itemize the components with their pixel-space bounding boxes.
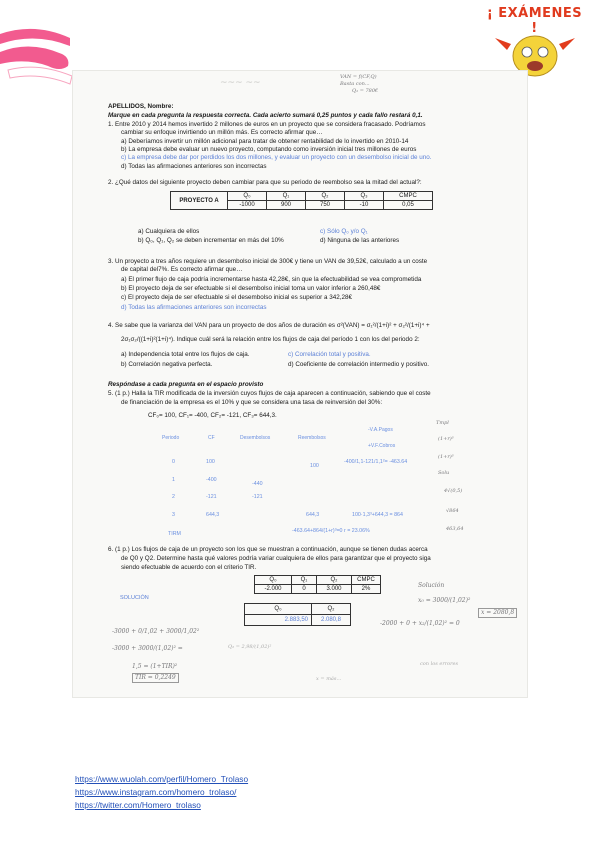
- pencil-note: (1+r)³: [438, 454, 454, 460]
- faint-scribble: ~~~ ~~: [220, 78, 261, 88]
- corner-note-1: VAN = f(CF,Q): [340, 74, 377, 80]
- q6-answer-header: Q₀: [245, 604, 312, 615]
- pencil-work: -2000 + 0 + x₂/(1,02)² = 0: [380, 620, 460, 627]
- pencil-note: Solu: [438, 470, 450, 476]
- q3-option-b: b) El proyecto deja de ser efectuable si el desembolso inicial toma un valor inferior a 260,48€: [121, 285, 381, 292]
- link-wuolah[interactable]: https://www.wuolah.com/perfil/Homero_Trolaso: [75, 774, 249, 784]
- pencil-note: 4√(0,5): [444, 488, 463, 494]
- grid-cell: 3: [172, 512, 175, 518]
- grid-cell: 0: [172, 459, 175, 465]
- instructions: Marque en cada pregunta la respuesta correcta. Cada acierto sumará 0,25 puntos y cada fallo restará 0,1.: [108, 112, 423, 119]
- q4-stem-cont: 2σ₁σ₂/((1+i)²(1+i)⁴). Indique cuál será la relación entre los flujos de caja del período 1 con los del periodo 2:: [121, 336, 420, 343]
- grid-header-cf: CF: [208, 435, 215, 441]
- q4-option-a: a) Independencia total entre los flujos de caja.: [121, 351, 250, 358]
- q3-stem-cont: de capital del7%. Es correcto afirmar que…: [121, 266, 243, 273]
- grid-cell: 100: [310, 463, 319, 469]
- badge-title: ¡ EXÁMENES !: [486, 6, 583, 36]
- q6-table-cell: 0: [292, 585, 317, 594]
- grid-header-va-pagos: -V.A.Pagos: [368, 427, 393, 433]
- faint-pencil: x = más...: [316, 676, 342, 682]
- q6-stem-cont2: siendo efectuable de acuerdo con el criterio TIR.: [121, 564, 257, 571]
- pencil-note: √864: [446, 508, 459, 514]
- q6-table-header: Q₁: [292, 576, 317, 585]
- grid-cell: 100: [206, 459, 215, 465]
- pencil-work: Solución: [418, 582, 445, 589]
- q3-option-d-answer: d) Todas las afirmaciones anteriores son incorrectas: [121, 304, 267, 311]
- grid-header-reembolsos: Reembolsos: [298, 435, 326, 441]
- q1-option-d: d) Todas las afirmaciones anteriores son incorrectas: [121, 163, 267, 170]
- q1-option-c-answer: c) La empresa debe dar por perdidos los dos millones, y evaluar un proyecto con un desembolso inicial de uno.: [121, 154, 432, 161]
- q2-table-header: Q₁: [267, 192, 306, 201]
- q2-option-d: d) Ninguna de las anteriores: [320, 237, 400, 244]
- grid-cell: 100·1,3³+644,3 = 864: [352, 512, 403, 518]
- q6-table-header: Q₂: [317, 576, 352, 585]
- grid-cell: 644,3: [306, 512, 320, 518]
- q2-table-cell: 0,05: [384, 201, 433, 210]
- q1-option-a: a) Deberíamos invertir un millón adicional para tratar de obtener rentabilidad de lo invertido en 2010-14: [121, 138, 409, 145]
- q2-table-header: Q₂: [306, 192, 345, 201]
- grid-cell: -440: [252, 481, 263, 487]
- q2-table-cell: 900: [267, 201, 306, 210]
- q3-stem: 3. Un proyecto a tres años requiere un desembolso inicial de 300€ y tiene un VAN de 39,52€, calculado a un coste: [108, 258, 428, 265]
- q2-table-cell: 750: [306, 201, 345, 210]
- q4-stem: 4. Se sabe que la varianza del VAN para un proyecto de dos años de duración es σ²(VAN) = σ₁²/(1+i)² + σ₂²/(1+i)⁴ +: [108, 322, 430, 329]
- pencil-work-boxed: TIR = 0,2249: [132, 673, 179, 683]
- pencil-work: x₀ = 3000/(1,02)²: [418, 597, 471, 604]
- q2-option-a: a) Cualquiera de ellos: [138, 228, 200, 235]
- q1-stem-cont: cambiar su enfoque invirtiendo un millón más. Es correcto afirmar que…: [121, 129, 323, 136]
- pencil-work-boxed: x = 2080,8: [478, 608, 517, 618]
- q3-option-a: a) El primer flujo de caja podría incrementarse hasta 42,28€, sin que la efectuabilidad se vea comprometida: [121, 276, 422, 283]
- corner-note-2: Basta con...: [340, 81, 370, 87]
- q2-table: [170, 191, 433, 210]
- q2-option-c-answer: c) Sólo Q₀ y/o Q₁: [320, 228, 368, 235]
- q2-table-cell: -1000: [228, 201, 267, 210]
- pencil-note: Tmpl: [436, 420, 449, 426]
- q2-table-label: PROYECTO A: [171, 192, 228, 210]
- q6-table-cell: 2%: [352, 585, 381, 594]
- q2-option-b: b) Q₀, Q₁, Q₂ se deben incrementar en más del 10%: [138, 237, 284, 244]
- q6-answer-header: Q₂: [312, 604, 351, 615]
- grid-cell: -400: [206, 477, 217, 483]
- tirm-formula: -463.64+864/(1+r)³=0 r = 23.06%: [292, 528, 370, 534]
- corner-note-3: Q₁ = 780€: [352, 88, 379, 94]
- pencil-note: (1+r)³: [438, 436, 454, 442]
- q2-stem: 2. ¿Qué datos del siguiente proyecto deben cambiar para que su periodo de reembolso sea la mitad del actual?:: [108, 179, 422, 186]
- q6-stem-cont: de Q0 y Q2. Determine hasta qué valores podría variar cualquiera de ellos para garantizar que el proyecto siga: [121, 555, 431, 562]
- q1-option-b: b) La empresa debe evaluar un nuevo proyecto, computando como inversión inicial tres millones de euros: [121, 146, 417, 153]
- q5-flows: CF₀= 100, CF₁= -400, CF₂= -121, CF₃= 644,3.: [148, 412, 277, 419]
- q3-option-c: c) El proyecto deja de ser efectuable si el desembolso inicial es superior a 342,28€: [121, 294, 353, 301]
- q4-option-b: b) Correlación negativa perfecta.: [121, 361, 213, 368]
- q6-table: [254, 575, 381, 594]
- solucion-label: SOLUCIÓN: [120, 595, 149, 601]
- grid-cell: -121: [206, 494, 217, 500]
- grid-header-periodo: Periodo: [162, 435, 180, 441]
- pencil-work: 1,5 = (1+TIR)²: [132, 663, 178, 670]
- pencil-work: -3000 + 3000/(1,02)² =: [112, 645, 183, 652]
- q2-table-header: CMPC: [384, 192, 433, 201]
- link-instagram[interactable]: https://www.instagram.com/homero_trolaso/: [75, 787, 237, 797]
- q4-option-d: d) Coeficiente de correlación intermedio y positivo.: [288, 361, 430, 368]
- q2-table-header: Q₃: [345, 192, 384, 201]
- q1-stem: 1. Entre 2010 y 2014 hemos invertido 2 millones de euros en un proyecto que se considera fracasado. Podríamos: [108, 121, 426, 128]
- q6-stem: 6. (1 p.) Los flujos de caja de un proyecto son los que se muestran a continuación, aunque se tienen dudas acerca: [108, 546, 428, 553]
- q6-table-cell: 3.000: [317, 585, 352, 594]
- q6-table-header: Q₀: [255, 576, 292, 585]
- faint-pencil: con los errores: [420, 661, 459, 667]
- grid-cell: -400/1,1-121/1,1²= -463.64: [344, 459, 408, 465]
- link-twitter[interactable]: https://twitter.com/Homero_trolaso: [75, 800, 201, 810]
- q6-table-cell: -2.000: [255, 585, 292, 594]
- q2-table-cell: -10: [345, 201, 384, 210]
- faint-pencil: Q₂ = 2,98/(1,02)²: [228, 644, 272, 650]
- tirm-label: TIRM: [168, 531, 181, 537]
- grid-cell: -121: [252, 494, 263, 500]
- pencil-note: 463,64: [446, 526, 464, 532]
- grid-header-desembolsos: Desembolsos: [240, 435, 271, 441]
- q2-table-header: Q₀: [228, 192, 267, 201]
- grid-cell: 2: [172, 494, 175, 500]
- q6-answer-table: [244, 603, 351, 626]
- q5-stem: 5. (1 p.) Halla la TIR modificada de la inversión cuyos flujos de caja aparecen a continuación, sabiendo que el coste: [108, 390, 431, 397]
- q6-answer-q0: 2.883,50: [245, 615, 312, 626]
- section-heading: Respóndase a cada pregunta en el espacio provisto: [108, 381, 264, 388]
- grid-cell: 1: [172, 477, 175, 483]
- q6-answer-q2: 2.080,8: [312, 615, 351, 626]
- grid-header-vf-cobros: +V.F.Cobros: [368, 443, 396, 449]
- grid-cell: 644,3: [206, 512, 220, 518]
- q5-stem-cont: de financiación de la empresa es el 10% y que se considera una tasa de reinversión del 30%:: [121, 399, 383, 406]
- q4-option-c-answer: c) Correlación total y positiva.: [288, 351, 371, 358]
- pencil-work: -3000 + 0/1,02 + 3000/1,02²: [112, 628, 200, 635]
- q6-table-header: CMPC: [352, 576, 381, 585]
- name-field-label: APELLIDOS, Nombre:: [108, 103, 174, 110]
